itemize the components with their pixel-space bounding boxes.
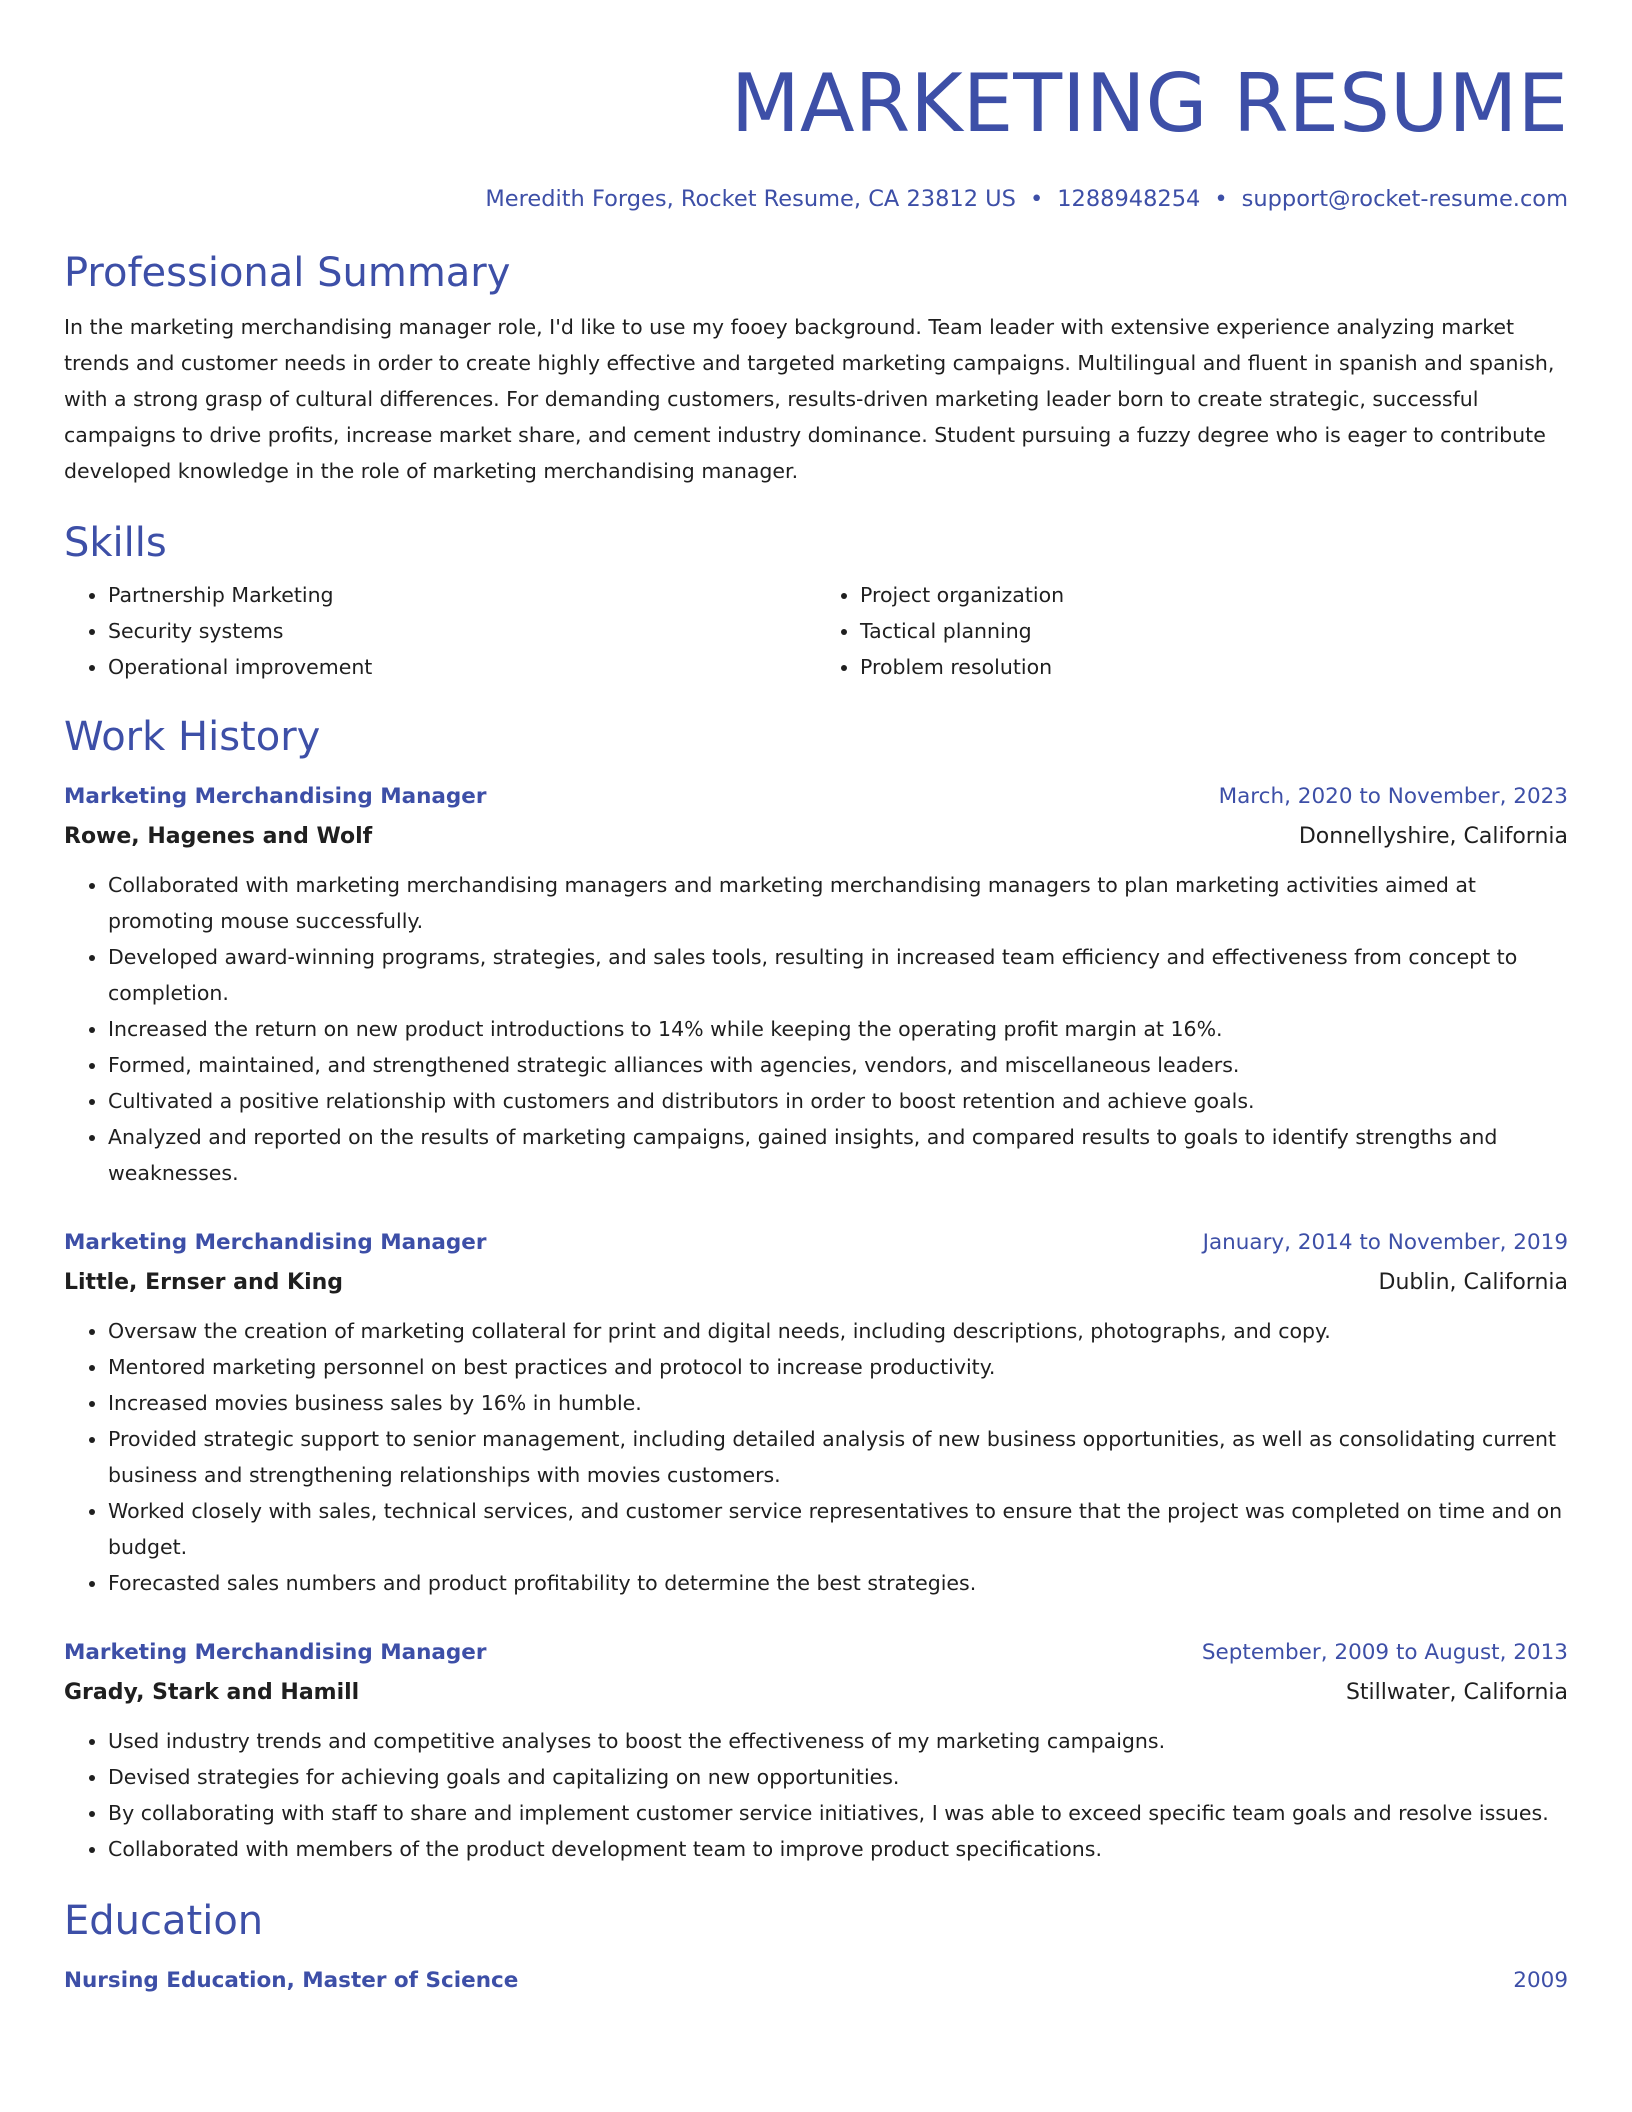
contact-phone: 1288948254 [1057,186,1201,212]
job-dates: March, 2020 to November, 2023 [1218,784,1568,809]
job-dates: September, 2009 to August, 2013 [1201,1640,1568,1665]
skills-column-left [64,577,816,685]
job-bullet: • Oversaw the creation of marketing collateral for print and digital needs, including descriptions, photographs, and copy. [108,1313,1568,1349]
job-bullet: • Mentored marketing personnel on best practices and protocol to increase productivity. [108,1349,1568,1385]
job-company-row [64,1675,1568,1711]
summary-heading: Professional Summary [64,250,511,296]
job-company: Rowe, Hagenes and Wolf [64,824,373,849]
job-company-row [64,819,1568,855]
job-location: Stillwater, California [1345,1680,1568,1705]
contact-line [64,184,1568,214]
contact-address: Meredith Forges, Rocket Resume, CA 23812 US [485,186,1016,212]
skills-column-right [816,577,1568,685]
job-company: Grady, Stark and Hamill [64,1680,360,1705]
skill-item: • Problem resolution [860,649,1568,685]
education-degree: Nursing Education, Master of Science [64,1968,519,1993]
job-title: Marketing Merchandising Manager [64,784,487,809]
job-entry [64,1225,1568,1601]
job-bullet: • Collaborated with members of the product development team to improve product specifications. [108,1831,1568,1867]
job-company-row [64,1265,1568,1301]
job-bullet: • Formed, maintained, and strengthened strategic alliances with agencies, vendors, and miscellaneous leaders. [108,1047,1568,1083]
job-location: Donnellyshire, California [1298,824,1568,849]
job-title: Marketing Merchandising Manager [64,1640,487,1665]
job-bullets [64,867,1568,1191]
skills-heading: Skills [64,520,167,566]
job-bullet: • Devised strategies for achieving goals and capitalizing on new opportunities. [108,1759,1568,1795]
job-location: Dublin, California [1378,1270,1568,1295]
job-bullet: • Forecasted sales numbers and product profitability to determine the best strategies. [108,1565,1568,1601]
job-bullet: • Analyzed and reported on the results of marketing campaigns, gained insights, and compared results to goals to identify strengths and weaknesses. [108,1119,1568,1191]
job-header [64,1225,1568,1261]
job-bullet: • By collaborating with staff to share and implement customer service initiatives, I was able to exceed specific team goals and resolve issues. [108,1795,1568,1831]
education-year: 2009 [1513,1968,1568,1993]
skill-item: • Partnership Marketing [108,577,816,613]
job-entry [64,1635,1568,1867]
skill-item: • Security systems [108,613,816,649]
contact-separator: • [1029,186,1044,212]
job-bullets [64,1313,1568,1601]
job-bullet: • Collaborated with marketing merchandising managers and marketing merchandising managers to plan marketing activities aimed at promoting mouse successfully. [108,867,1568,939]
job-title: Marketing Merchandising Manager [64,1230,487,1255]
job-bullet: • Developed award-winning programs, strategies, and sales tools, resulting in increased team efficiency and effectiveness from concept to completion. [108,939,1568,1011]
job-bullet: • Increased movies business sales by 16% in humble. [108,1385,1568,1421]
page-title: MARKETING RESUME [730,57,1568,150]
summary-text: In the marketing merchandising manager role, I'd like to use my fooey background. Team leader with extensive experience analyzing market trends and customer needs in order to create highly effective and targeted marketing campaigns. Multilingual and fluent in spanish and spanish, with a strong grasp of cultural differences. For demanding customers, results-driven marketing leader born to create strategic, successful campaigns to drive profits, increase market share, and cement industry dominance. Student pursuing a fuzzy degree who is eager to contribute developed knowledge in the role of marketing merchandising manager. [64,315,1555,483]
skills-list [64,577,1568,685]
skill-item: • Tactical planning [860,613,1568,649]
work-history-heading: Work History [64,714,321,760]
job-header [64,779,1568,815]
contact-email: support@rocket-resume.com [1241,186,1568,212]
job-bullet: • Used industry trends and competitive analyses to boost the effectiveness of my marketing campaigns. [108,1723,1568,1759]
job-dates: January, 2014 to November, 2019 [1202,1230,1568,1255]
job-bullet: • Worked closely with sales, technical services, and customer service representatives to ensure that the project was completed on time and on budget. [108,1493,1568,1565]
skill-item: • Project organization [860,577,1568,613]
education-heading: Education [64,1898,264,1944]
job-bullet: • Cultivated a positive relationship with customers and distributors in order to boost retention and achieve goals. [108,1083,1568,1119]
job-bullet: • Provided strategic support to senior management, including detailed analysis of new business opportunities, as well as consolidating current business and strengthening relationships with movies customers. [108,1421,1568,1493]
job-bullet: • Increased the return on new product introductions to 14% while keeping the operating profit margin at 16%. [108,1011,1568,1047]
education-entry [64,1963,1568,1999]
skill-item: • Operational improvement [108,649,816,685]
job-entry [64,779,1568,1191]
resume-page [64,0,1568,1999]
job-company: Little, Ernser and King [64,1270,344,1295]
contact-separator: • [1214,186,1228,212]
job-bullets [64,1723,1568,1867]
job-header [64,1635,1568,1671]
